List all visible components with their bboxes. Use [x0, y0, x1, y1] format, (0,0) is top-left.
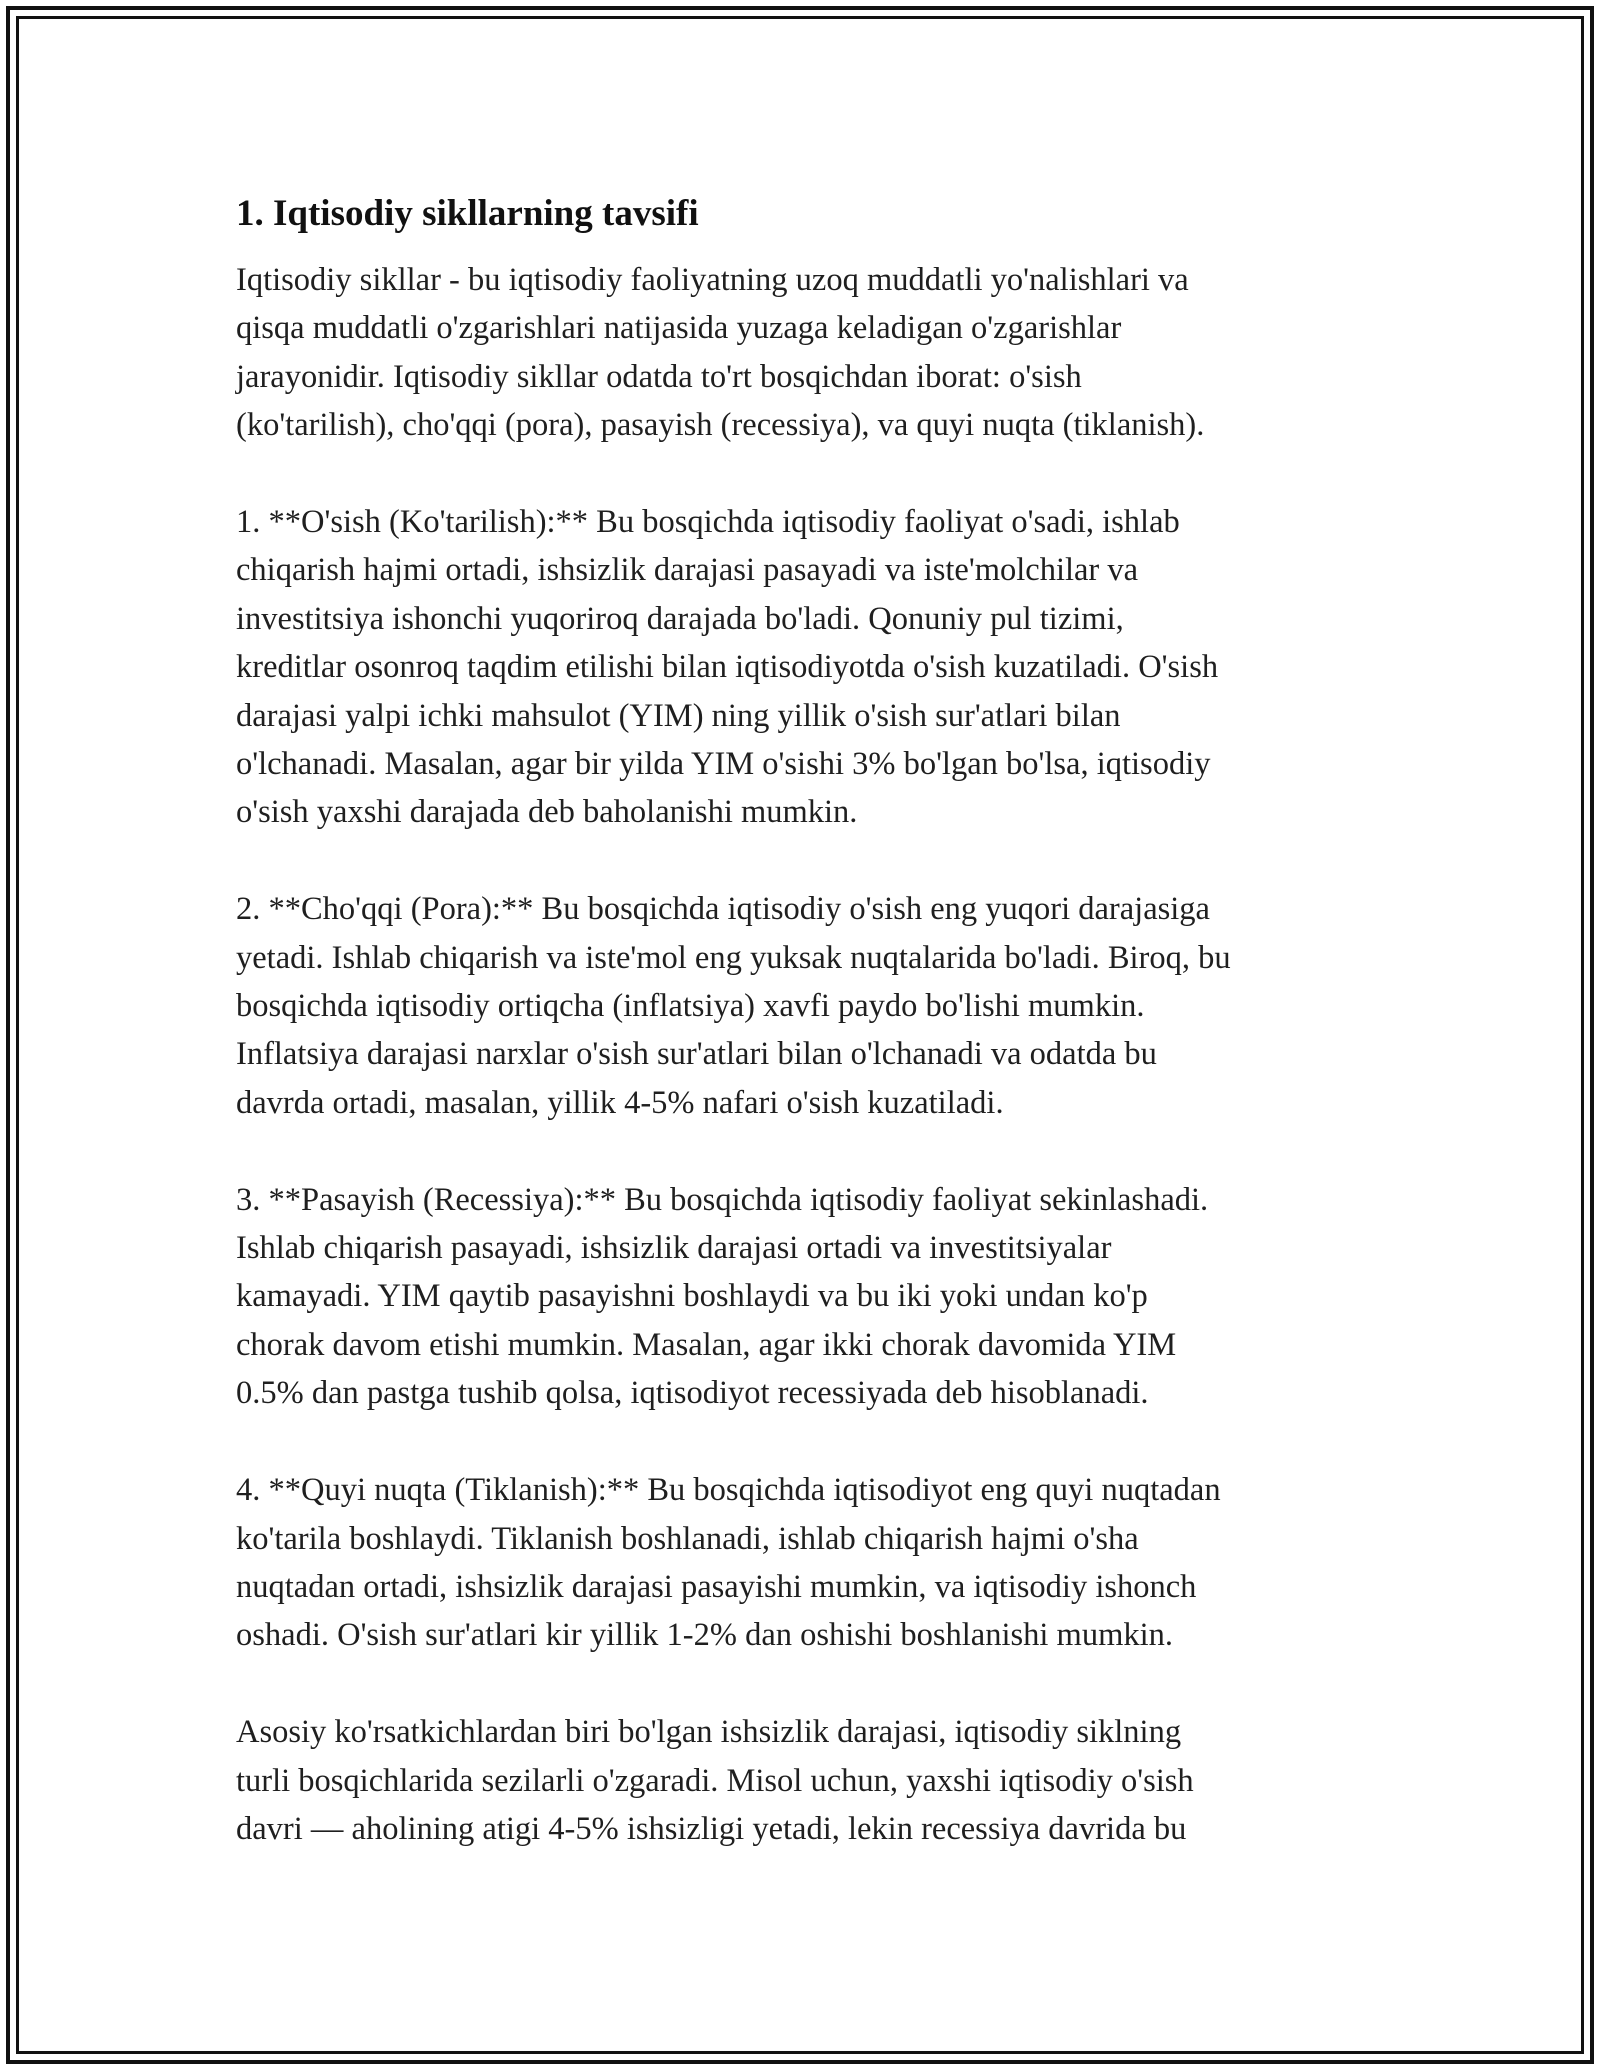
text-line: Asosiy ko'rsatkichlardan biri bo'lgan ishsizlik darajasi, iqtisodiy siklning	[236, 1714, 1182, 1751]
text-line: 4. **Quyi nuqta (Tiklanish):** Bu bosqichda iqtisodiyot eng quyi nuqtadan	[236, 1472, 1221, 1509]
text-line: davri — aholining atigi 4-5% ishsizligi yetadi, lekin recessiya davrida bu	[236, 1810, 1187, 1847]
paragraph-peak	[236, 885, 1386, 1127]
text-line: Ishlab chiqarish pasayadi, ishsizlik darajasi ortadi va investitsiyalar	[236, 1230, 1112, 1267]
paragraph-intro	[236, 256, 1386, 450]
text-line: 0.5% dan pastga tushib qolsa, iqtisodiyot recessiyada deb hisoblanadi.	[236, 1375, 1149, 1412]
paragraph-unemployment	[236, 1708, 1386, 1853]
paragraph-recession	[236, 1176, 1386, 1418]
section-heading: 1. Iqtisodiy sikllarning tavsifi	[236, 193, 699, 234]
text-line: ko'tarila boshlaydi. Tiklanish boshlanadi, ishlab chiqarish hajmi o'sha	[236, 1520, 1139, 1557]
text-line: darajasi yalpi ichki mahsulot (YIM) ning yillik o'sish sur'atlari bilan	[236, 697, 1121, 734]
text-line: investitsiya ishonchi yuqoriroq darajada bo'ladi. Qonuniy pul tizimi,	[236, 600, 1124, 637]
text-line: (ko'tarilish), cho'qqi (pora), pasayish (recessiya), va quyi nuqta (tiklanish).	[236, 407, 1205, 444]
text-line: davrda ortadi, masalan, yillik 4-5% nafari o'sish kuzatiladi.	[236, 1084, 1004, 1121]
text-line: turli bosqichlarida sezilarli o'zgaradi. Misol uchun, yaxshi iqtisodiy o'sish	[236, 1762, 1194, 1799]
text-line: 1. **O'sish (Ko'tarilish):** Bu bosqichda iqtisodiy faoliyat o'sadi, ishlab	[236, 504, 1180, 541]
text-line: kreditlar osonroq taqdim etilishi bilan iqtisodiyotda o'sish kuzatiladi. O'sish	[236, 649, 1219, 686]
text-line: Inflatsiya darajasi narxlar o'sish sur'atlari bilan o'lchanadi va odatda bu	[236, 1036, 1157, 1073]
text-line: o'sish yaxshi darajada deb baholanishi mumkin.	[236, 794, 858, 831]
document-body	[236, 186, 1386, 1902]
text-line: nuqtadan ortadi, ishsizlik darajasi pasayishi mumkin, va iqtisodiy ishonch	[236, 1568, 1197, 1605]
text-line: bosqichda iqtisodiy ortiqcha (inflatsiya) xavfi paydo bo'lishi mumkin.	[236, 988, 1145, 1025]
text-line: Iqtisodiy sikllar - bu iqtisodiy faoliyatning uzoq muddatli yo'nalishlari va	[236, 262, 1189, 298]
text-line: chorak davom etishi mumkin. Masalan, agar ikki chorak davomida YIM	[236, 1326, 1177, 1363]
paragraph-growth	[236, 498, 1386, 837]
text-line: 2. **Cho'qqi (Pora):** Bu bosqichda iqtisodiy o'sish eng yuqori darajasiga	[236, 891, 1210, 928]
paragraph-trough	[236, 1466, 1386, 1660]
text-line: chiqarish hajmi ortadi, ishsizlik darajasi pasayadi va iste'molchilar va	[236, 552, 1139, 589]
text-line: jarayonidir. Iqtisodiy sikllar odatda to'rt bosqichdan iborat: o'sish	[236, 358, 1082, 395]
text-line: qisqa muddatli o'zgarishlari natijasida yuzaga keladigan o'zgarishlar	[236, 310, 1122, 347]
text-line: 3. **Pasayish (Recessiya):** Bu bosqichda iqtisodiy faoliyat sekinlashadi.	[236, 1181, 1209, 1218]
text-line: kamayadi. YIM qaytib pasayishni boshlaydi va bu iki yoki undan ko'p	[236, 1278, 1148, 1315]
text-line: o'lchanadi. Masalan, agar bir yilda YIM o'sishi 3% bo'lgan bo'lsa, iqtisodiy	[236, 746, 1211, 783]
text-line: yetadi. Ishlab chiqarish va iste'mol eng yuksak nuqtalarida bo'ladi. Biroq, bu	[236, 939, 1231, 976]
text-line: oshadi. O'sish sur'atlari kir yillik 1-2% dan oshishi boshlanishi mumkin.	[236, 1617, 1174, 1654]
